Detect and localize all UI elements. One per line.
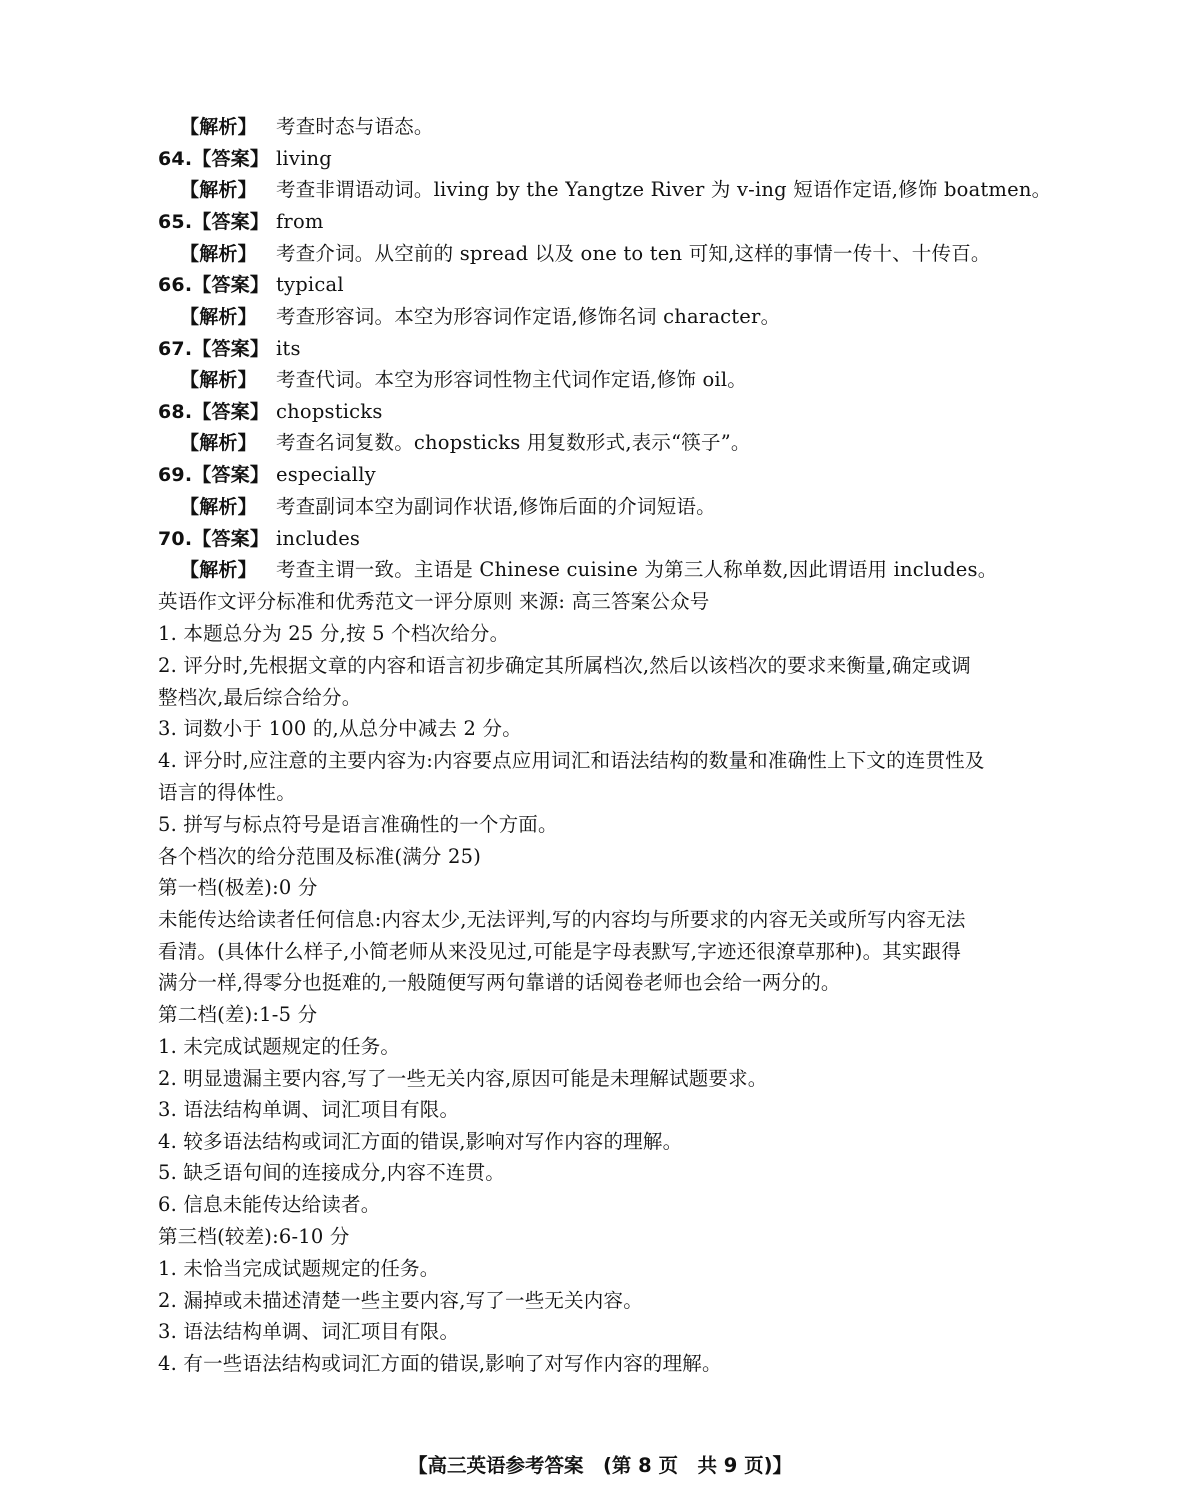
answer-label: 66.【答案】 bbox=[158, 274, 270, 296]
question-number: 65. bbox=[158, 211, 193, 233]
answer-row bbox=[158, 210, 1058, 234]
analysis-row bbox=[158, 305, 1058, 329]
answer-text: living bbox=[276, 147, 332, 170]
analysis-text: 考查名词复数。chopsticks 用复数形式,表示“筷子”。 bbox=[276, 431, 751, 454]
answer-row bbox=[158, 400, 1058, 424]
analysis-row bbox=[158, 178, 1058, 202]
answer-row bbox=[158, 273, 1058, 297]
answer-label: 70.【答案】 bbox=[158, 528, 270, 550]
analysis-label: 【解析】 bbox=[180, 243, 257, 265]
paragraph-line: 语言的得体性。 bbox=[158, 781, 296, 804]
analysis-label: 【解析】 bbox=[180, 369, 257, 391]
analysis-text: 考查介词。从空前的 spread 以及 one to ten 可知,这样的事情一传十、十传百。 bbox=[276, 242, 991, 265]
answer-label: 64.【答案】 bbox=[158, 148, 270, 170]
analysis-text: 考查非谓语动词。living by the Yangtze River 为 v-ing 短语作定语,修饰 boatmen。 bbox=[276, 178, 1052, 201]
analysis-text: 考查代词。本空为形容词性物主代词作定语,修饰 oil。 bbox=[276, 368, 748, 391]
list-item: 4. 有一些语法结构或词汇方面的错误,影响了对写作内容的理解。 bbox=[158, 1352, 722, 1375]
answer-text: especially bbox=[276, 463, 376, 486]
level-heading: 第二档(差):1-5 分 bbox=[158, 1003, 318, 1026]
analysis-row bbox=[158, 242, 1058, 266]
analysis-text: 考查形容词。本空为形容词作定语,修饰名词 character。 bbox=[276, 305, 781, 328]
analysis-row bbox=[158, 495, 1058, 519]
question-number: 70. bbox=[158, 528, 193, 550]
paragraph-line: 4. 评分时,应注意的主要内容为:内容要点应用词汇和语法结构的数量和准确性上下文的连贯性及 bbox=[158, 749, 985, 772]
paragraph-line: 1. 本题总分为 25 分,按 5 个档次给分。 bbox=[158, 622, 510, 645]
analysis-row bbox=[158, 431, 1058, 455]
analysis-row bbox=[158, 115, 1058, 139]
analysis-row bbox=[158, 368, 1058, 392]
list-item: 3. 语法结构单调、词汇项目有限。 bbox=[158, 1320, 460, 1343]
list-item: 2. 明显遗漏主要内容,写了一些无关内容,原因可能是未理解试题要求。 bbox=[158, 1067, 768, 1090]
answer-text: from bbox=[276, 210, 324, 233]
paragraph-line: 未能传达给读者任何信息:内容太少,无法评判,写的内容均与所要求的内容无关或所写内容无法 bbox=[158, 908, 966, 931]
answer-text: chopsticks bbox=[276, 400, 383, 423]
paragraph-line: 看清。(具体什么样子,小简老师从来没见过,可能是字母表默写,字迹还很潦草那种)。其实跟得 bbox=[158, 940, 962, 963]
analysis-text: 考查主谓一致。主语是 Chinese cuisine 为第三人称单数,因此谓语用 includes。 bbox=[276, 558, 998, 581]
paragraph-line: 3. 词数小于 100 的,从总分中减去 2 分。 bbox=[158, 717, 522, 740]
answer-text: includes bbox=[276, 527, 361, 550]
answer-row bbox=[158, 337, 1058, 361]
answer-label: 65.【答案】 bbox=[158, 211, 270, 233]
paragraph-line: 5. 拼写与标点符号是语言准确性的一个方面。 bbox=[158, 813, 558, 836]
analysis-text: 考查时态与语态。 bbox=[276, 115, 434, 138]
list-item: 2. 漏掉或未描述清楚一些主要内容,写了一些无关内容。 bbox=[158, 1289, 643, 1312]
section-heading: 各个档次的给分范围及标准(满分 25) bbox=[158, 845, 482, 868]
list-item: 1. 未完成试题规定的任务。 bbox=[158, 1035, 401, 1058]
section-heading: 英语作文评分标准和优秀范文一评分原则 来源: 高三答案公众号 bbox=[158, 590, 710, 613]
answer-text: typical bbox=[276, 273, 344, 296]
analysis-label: 【解析】 bbox=[180, 116, 257, 138]
answer-row bbox=[158, 527, 1058, 551]
question-number: 67. bbox=[158, 338, 193, 360]
list-item: 1. 未恰当完成试题规定的任务。 bbox=[158, 1257, 440, 1280]
answer-row bbox=[158, 147, 1058, 171]
answer-label: 68.【答案】 bbox=[158, 401, 270, 423]
list-item: 5. 缺乏语句间的连接成分,内容不连贯。 bbox=[158, 1161, 506, 1184]
paragraph-line: 满分一样,得零分也挺难的,一般随便写两句靠谱的话阅卷老师也会给一两分的。 bbox=[158, 971, 841, 994]
analysis-label: 【解析】 bbox=[180, 559, 257, 581]
level-heading: 第三档(较差):6-10 分 bbox=[158, 1225, 350, 1248]
page-footer: 【高三英语参考答案 (第 8 页 共 9 页)】 bbox=[407, 1454, 793, 1477]
list-item: 3. 语法结构单调、词汇项目有限。 bbox=[158, 1098, 460, 1121]
paragraph-line: 2. 评分时,先根据文章的内容和语言初步确定其所属档次,然后以该档次的要求来衡量,确定或调 bbox=[158, 654, 971, 677]
analysis-label: 【解析】 bbox=[180, 432, 257, 454]
question-number: 66. bbox=[158, 274, 193, 296]
analysis-label: 【解析】 bbox=[180, 496, 257, 518]
list-item: 6. 信息未能传达给读者。 bbox=[158, 1193, 381, 1216]
question-number: 64. bbox=[158, 148, 193, 170]
answer-text: its bbox=[276, 337, 301, 360]
paragraph-line: 整档次,最后综合给分。 bbox=[158, 686, 362, 709]
analysis-label: 【解析】 bbox=[180, 306, 257, 328]
answer-label: 69.【答案】 bbox=[158, 464, 270, 486]
answer-label: 67.【答案】 bbox=[158, 338, 270, 360]
level-heading: 第一档(极差):0 分 bbox=[158, 876, 318, 899]
list-item: 4. 较多语法结构或词汇方面的错误,影响对写作内容的理解。 bbox=[158, 1130, 683, 1153]
analysis-text: 考查副词本空为副词作状语,修饰后面的介词短语。 bbox=[276, 495, 716, 518]
question-number: 68. bbox=[158, 401, 193, 423]
analysis-row bbox=[158, 558, 1058, 582]
answer-row bbox=[158, 463, 1058, 487]
question-number: 69. bbox=[158, 464, 193, 486]
analysis-label: 【解析】 bbox=[180, 179, 257, 201]
